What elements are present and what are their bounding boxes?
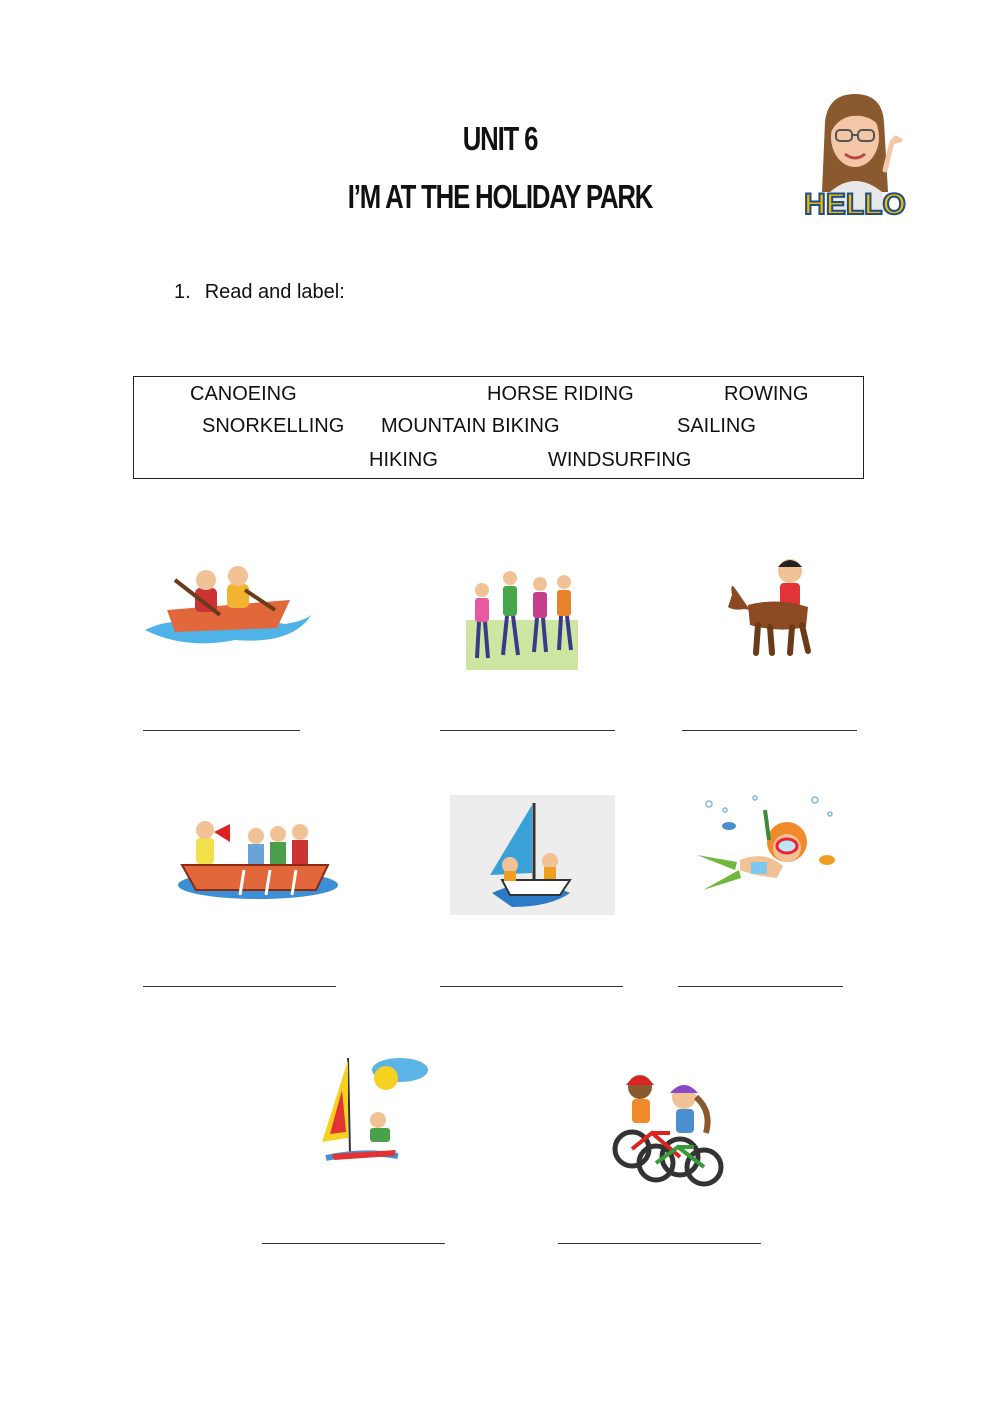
word-rowing: ROWING [724,383,809,405]
word-mountain-biking: MOUNTAIN BIKING [381,415,560,437]
mountain-biking-picture-icon [608,1063,728,1188]
answer-blank-2[interactable] [440,730,615,731]
instruction-number: 1. [174,281,191,303]
word-bank [133,376,864,479]
windsurfing-picture-icon [314,1050,430,1170]
answer-blank-6[interactable] [678,986,843,987]
answer-blank-4[interactable] [143,986,336,987]
hiking-picture-icon [466,560,578,670]
word-windsurfing: WINDSURFING [548,449,692,471]
answer-blank-7[interactable] [262,1243,445,1244]
word-hiking: HIKING [369,449,438,471]
instruction-text: Read and label: [204,281,345,303]
snorkelling-picture-icon [695,790,845,915]
canoeing-picture-icon [145,560,315,655]
word-canoeing: CANOEING [190,383,297,405]
rowing-picture-icon [178,810,338,905]
answer-blank-8[interactable] [558,1243,761,1244]
hello-logo: HELLO [804,188,906,221]
horse-riding-picture-icon [728,555,814,660]
instruction [174,281,345,304]
page-title: I’M AT THE HOLIDAY PARK [347,178,653,215]
word-sailing: SAILING [677,415,756,437]
avatar [800,92,910,227]
word-snorkelling: SNORKELLING [202,415,345,437]
answer-blank-1[interactable] [143,730,300,731]
word-horse-riding: HORSE RIDING [487,383,634,405]
unit-title: UNIT 6 [462,120,538,157]
answer-blank-3[interactable] [682,730,857,731]
answer-blank-5[interactable] [440,986,623,987]
sailing-picture-icon [450,795,615,915]
